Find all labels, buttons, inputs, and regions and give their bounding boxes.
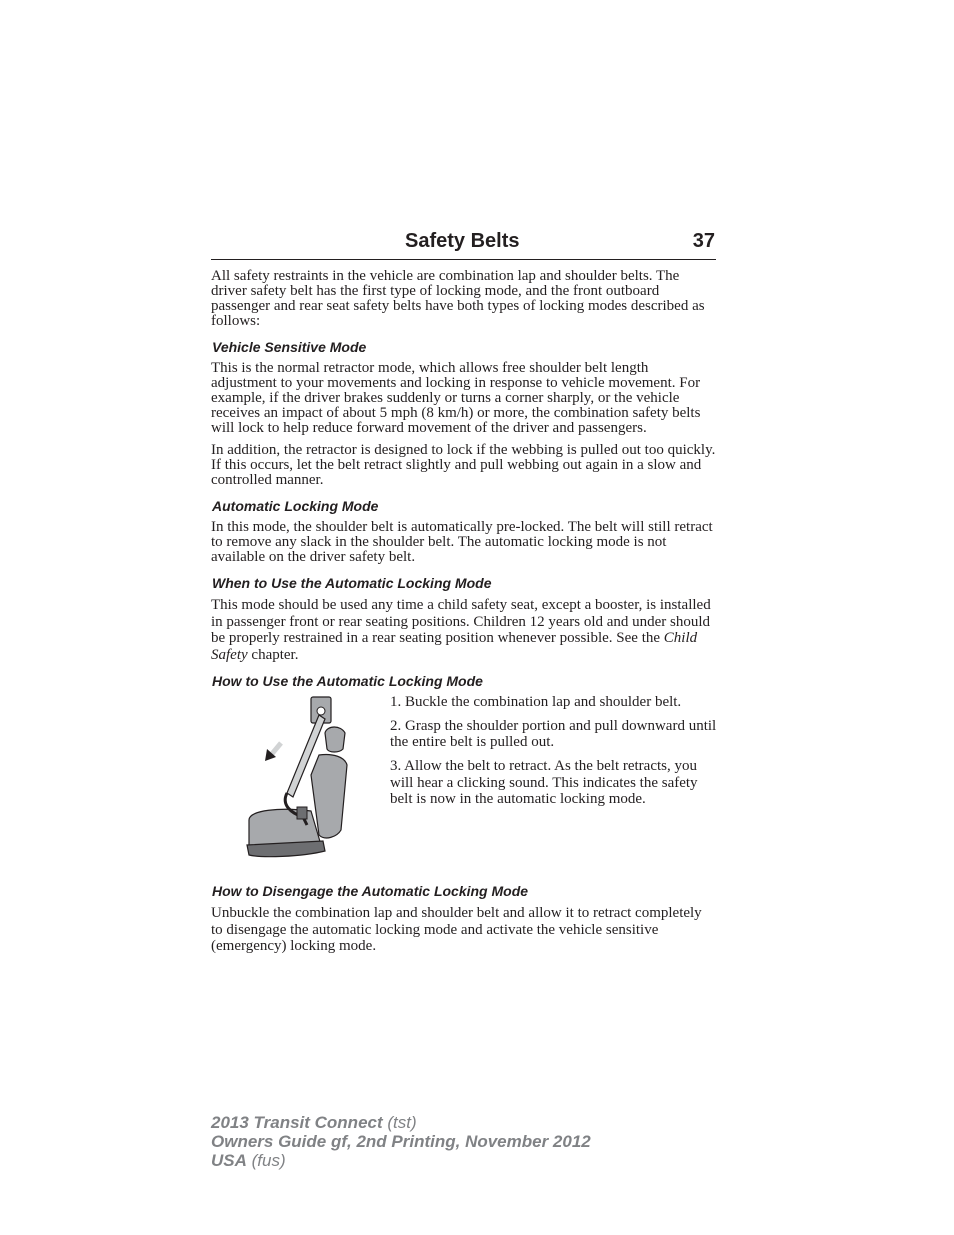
footer-market: USA (211, 1151, 247, 1170)
step-item-3: 3. Allow the belt to retract. As the belt retracts, you will hear a clicking sound. This indicates the safety belt is now in the automatic locking mode. (390, 758, 698, 807)
when-to-use-text-end: chapter. (247, 646, 299, 663)
child-safety-reference: Child Safety (211, 630, 698, 663)
step-item-1: 1. Buckle the combination lap and shoulder belt. (390, 694, 682, 710)
vehicle-sensitive-paragraph-2: In addition, the retractor is designed to lock if the webbing is pulled out too quickly. If this occurs, let the belt retract slightly and pull webbing out again in a slow and controlled manner. (211, 442, 716, 488)
how-to-disengage-paragraph: Unbuckle the combination lap and shoulder belt and allow it to retract completely to disengage the automatic locking mode and activate the vehicle sensitive (emergency) locking mode. (211, 905, 702, 954)
when-to-use-paragraph (211, 597, 716, 663)
pull-down-arrow-icon (265, 743, 281, 761)
page-title: Safety Belts (405, 230, 520, 252)
footer-model: 2013 Transit Connect (211, 1113, 383, 1132)
section-heading-how-to-disengage: How to Disengage the Automatic Locking Mode (212, 883, 529, 899)
footer-line-1 (211, 1113, 591, 1132)
footer-line-2 (211, 1132, 591, 1151)
footer-market-code: (fus) (246, 1151, 286, 1170)
page-header (211, 229, 716, 260)
automatic-locking-paragraph: In this mode, the shoulder belt is automatically pre-locked. The belt will still retract to remove any slack in the shoulder belt. The automatic locking mode is not available on the driver safety belt. (211, 519, 713, 565)
section-heading-when-to-use: When to Use the Automatic Locking Mode (212, 575, 492, 591)
step-item-2: 2. Grasp the shoulder portion and pull downward until the entire belt is pulled out. (390, 718, 717, 750)
section-heading-how-to-use: How to Use the Automatic Locking Mode (212, 673, 483, 689)
intro-paragraph: All safety restraints in the vehicle are combination lap and shoulder belts. The driver safety belt has the first type of locking mode, and the front outboard passenger and rear seat safety belts have both types of locking modes described as follows: (211, 268, 705, 329)
steps-list (390, 695, 720, 816)
section-heading-vehicle-sensitive: Vehicle Sensitive Mode (212, 339, 367, 355)
document-footer (211, 1113, 591, 1170)
how-to-use-block (211, 695, 716, 873)
page-number: 37 (692, 230, 715, 252)
vehicle-sensitive-paragraph-1: This is the normal retractor mode, which allows free shoulder belt length adjustment to your movements and locking in response to vehicle movement. For example, if the driver brakes suddenly or turns a corner sharply, or the vehicle receives an impact of about 5 mph (8 km/h) or more, the combination safety belts will lock to help reduce forward movement of the driver and passengers. (211, 360, 701, 436)
footer-model-code: (tst) (382, 1113, 417, 1132)
footer-line-3 (211, 1151, 591, 1170)
section-heading-automatic-locking: Automatic Locking Mode (212, 498, 379, 514)
seat-belt-illustration (241, 695, 361, 865)
main-content (211, 269, 716, 962)
footer-edition: Owners Guide gf, 2nd Printing, November 2012 (211, 1132, 591, 1151)
when-to-use-text: This mode should be used any time a child safety seat, except a booster, is installed in passenger front or rear seating positions. Children 12 years old and under should be properly restrained in a rear seating position whenever possible. See the (211, 597, 711, 646)
